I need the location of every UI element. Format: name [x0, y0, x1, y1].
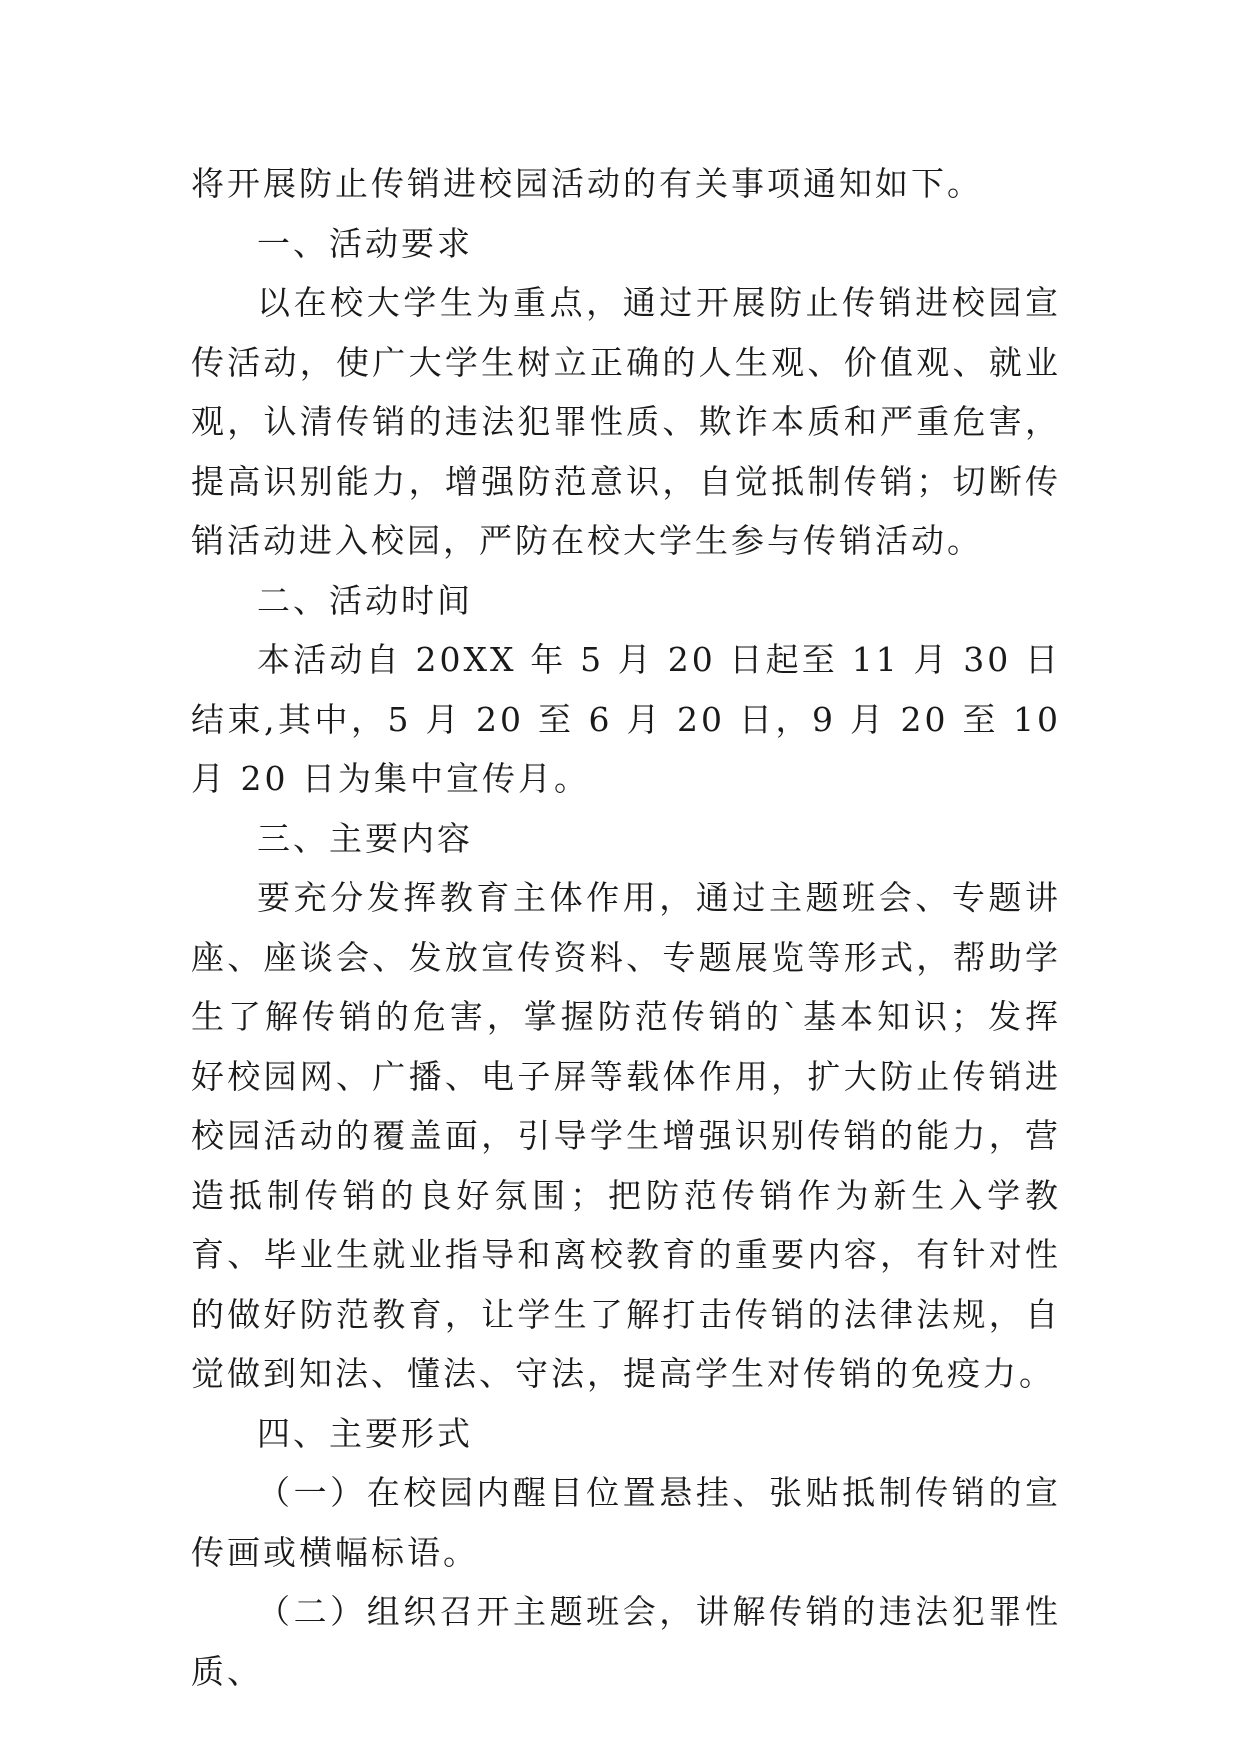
paragraph-main-content: 要充分发挥教育主体作用，通过主题班会、专题讲座、座谈会、发放宣传资料、专题展览等形式，帮助学生了解传销的危害，掌握防范传销的`基本知识；发挥好校园网、广播、电子屏等载体作用，扩大防止传销进校园活动的覆盖面，引导学生增强识别传销的能力，营造抵制传销的良好氛围；把防范传销作为新生入学教育、毕业生就业指导和离校教育的重要内容，有针对性的做好防范教育，让学生了解打击传销的法律法规，自觉做到知法、懂法、守法，提高学生对传销的免疫力。: [191, 878, 1061, 1393]
paragraph-intro-continuation: 将开展防止传销进校园活动的有关事项通知如下。: [191, 164, 983, 203]
section-heading-main-forms: 四、主要形式: [257, 1413, 473, 1453]
paragraph-activity-requirements: 以在校大学生为重点，通过开展防止传销进校园宣传活动，使广大学生树立正确的人生观、价值观、就业观，认清传销的违法犯罪性质、欺诈本质和严重危害，提高识别能力，增强防范意识，自觉抵制传销；切断传销活动进入校园，严防在校大学生参与传销活动。: [191, 283, 1061, 560]
paragraph-activity-time: 本活动自 20XX 年 5 月 20 日起至 11 月 30 日结束,其中，5 月 20 至 6 月 20 日，9 月 20 至 10 月 20 日为集中宣传月。: [191, 640, 1061, 798]
section-heading-main-content: 三、主要内容: [257, 818, 473, 858]
paragraph-form-item-2: （二）组织召开主题班会，讲解传销的违法犯罪性质、: [191, 1592, 1061, 1691]
document-body: [191, 154, 1061, 1701]
section-heading-activity-requirements: 一、活动要求: [257, 223, 473, 263]
paragraph-form-item-1: （一）在校园内醒目位置悬挂、张贴抵制传销的宣传画或横幅标语。: [191, 1473, 1061, 1572]
section-heading-activity-time: 二、活动时间: [257, 580, 473, 620]
